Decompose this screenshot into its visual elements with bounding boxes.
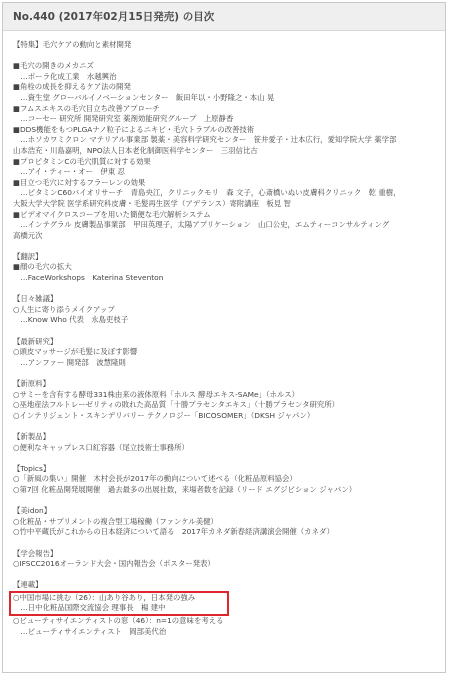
toc-line: 【翻訳】 <box>13 251 43 261</box>
toc-line: …ピタミンC60バイオリサーチ 青島央江，クリニックモリ 森 文子，心斎橋いぬい皮膚科クリニック 乾 重樹， <box>13 188 401 198</box>
toc-line: …アイ・ティー・オー 伊東 忍 <box>13 167 125 177</box>
toc-line: …インテグラル 皮膚製品事業部 甲田英理子，太陽アプリケーション 山口公史，エムティーコンサルティング <box>13 220 390 230</box>
toc-line: 大阪大学大学院 医学系研究科皮膚・毛髪再生医学（アデランス）寄附講座 板見 智 <box>13 198 291 208</box>
toc-line: ■角栓の成長を抑えるケア法の開発 <box>13 82 131 92</box>
toc-line: ■フムスエキスの毛穴目立ち改善アプローチ <box>13 103 160 113</box>
toc-line: ○便利なキャップレス口紅容器（尾立技術士事務所） <box>13 442 189 452</box>
spacer <box>13 496 435 507</box>
spacer <box>13 284 435 295</box>
toc-line: 【新製品】 <box>13 431 50 441</box>
toc-list-trailing <box>13 616 435 637</box>
toc-line: 【美idon】 <box>13 506 52 516</box>
toc-line: 【特集】毛穴ケアの動向と素材開発 <box>13 40 132 49</box>
page-title: No.440 (2017年02月15日発売) の目次 <box>13 11 215 23</box>
toc-line: ■ビデオマイクロスコープを用いた簡便な毛穴解析システム <box>13 209 211 219</box>
spacer <box>13 570 435 581</box>
toc-line: 【最新研究】 <box>13 336 58 346</box>
toc-line: …FaceWorkshops Katerina Steventon <box>13 273 164 283</box>
toc-line: ■DDS機能をもつPLGAナノ粒子によるニキビ・毛穴トラブルの改善技術 <box>13 124 255 134</box>
toc-content <box>3 31 445 637</box>
toc-header <box>3 3 445 31</box>
spacer <box>13 368 435 379</box>
toc-line: 【新原料】 <box>13 379 50 388</box>
toc-line: 【日々雑議】 <box>13 294 58 304</box>
toc-line: ■プロピタミンCの毛穴肌質に対する効果 <box>13 156 151 166</box>
toc-line: …日中化粧品国際交流協会 理事長 楊 建中 <box>13 603 166 613</box>
toc-line: ○サミーを含有する酵母331株由来の液体原料「ホルス 酵母エキス-SAMe」（ホルス） <box>13 389 299 399</box>
toc-line: ○第7回 化粧品開発展開催 過去最多の出展社数，来場者数を記録（リード エグジビション ジャパン） <box>13 484 357 494</box>
toc-line: …コーセー 研究所 開発研究室 薬剤効能研究グループ 上原静香 <box>13 114 234 124</box>
toc-line: …Know Who 代表 永島吏枝子 <box>13 315 129 325</box>
toc-line: ○化粧品・サプリメントの複合型工場稼働（ファンケル美健） <box>13 516 218 526</box>
spacer <box>13 538 435 549</box>
toc-line: …資生堂 グローバルイノベーションセンター 飯田年以・小野隆之・本山 晃 <box>13 92 275 102</box>
toc-line: ○竹中平蔵氏がこれからの日本経済について語る 2017年カネダ新春経済講演会開催（カネダ） <box>13 527 334 537</box>
spacer <box>13 51 435 62</box>
toc-line: …ポーラ化成工業 水越興治 <box>13 71 117 81</box>
toc-line: …アンファー 開発部 波慧隆則 <box>13 357 126 367</box>
toc-line: ■毛穴の開きのメカニズ <box>13 61 94 71</box>
spacer <box>13 453 435 464</box>
toc-line: ○頭皮マッサージが毛髪に及ぼす影響 <box>13 347 138 357</box>
toc-line: ○IFSCC2016オーランド大会・国内報告会（ポスター発表） <box>13 559 215 569</box>
spacer <box>13 421 435 432</box>
toc-line: 【学会報告】 <box>13 548 58 558</box>
toc-line: ○巫地産法フルトレーゼリティの敗れた高品質「十勝プラセンタエキス」（十勝プラセンタ研究所） <box>13 400 340 410</box>
spacer <box>13 241 435 252</box>
toc-line: 【Topics】 <box>13 463 51 473</box>
toc-line: …ホソカワミクロン マテリアル事業部 製薬・美容料学研究センター 笹井愛子・辻本広行，愛知学院大学 薬学部 <box>13 135 397 145</box>
toc-line: ○インテリジェント・スキンデリバリー テクノロジー「BICOSOMER」（DKSH ジャパン） <box>13 410 315 420</box>
toc-line: ■目立つ毛穴に対するフラーレンの効果 <box>13 177 146 187</box>
highlighted-entry <box>9 591 229 616</box>
toc-line: …ビューティサイエンティスト 岡部美代治 <box>13 626 167 636</box>
toc-line: 山本浩充・川島嘉明，NPO法人日本老化制御医科学センター 三羽信比古 <box>13 145 258 155</box>
toc-line: ○ビューティサイエンティストの窓（46）：n=1の意味を考える <box>13 616 224 626</box>
toc-line: ○「新風の集い」開催 木村会長が2017年の動向について述べる（化粧品原料協会） <box>13 474 297 484</box>
toc-line: ○中国市場に挑む（26）：山あり谷あり，日本発の強み <box>13 592 196 602</box>
toc-list <box>13 40 435 591</box>
toc-line: 高橋元次 <box>13 230 43 240</box>
toc-line: ○人生に寄り添うメイクアップ <box>13 304 115 314</box>
toc-line: 【連載】 <box>13 580 43 590</box>
toc-panel <box>2 2 446 673</box>
spacer <box>13 326 435 337</box>
toc-line: ■顔の毛穴の拡大 <box>13 262 72 272</box>
